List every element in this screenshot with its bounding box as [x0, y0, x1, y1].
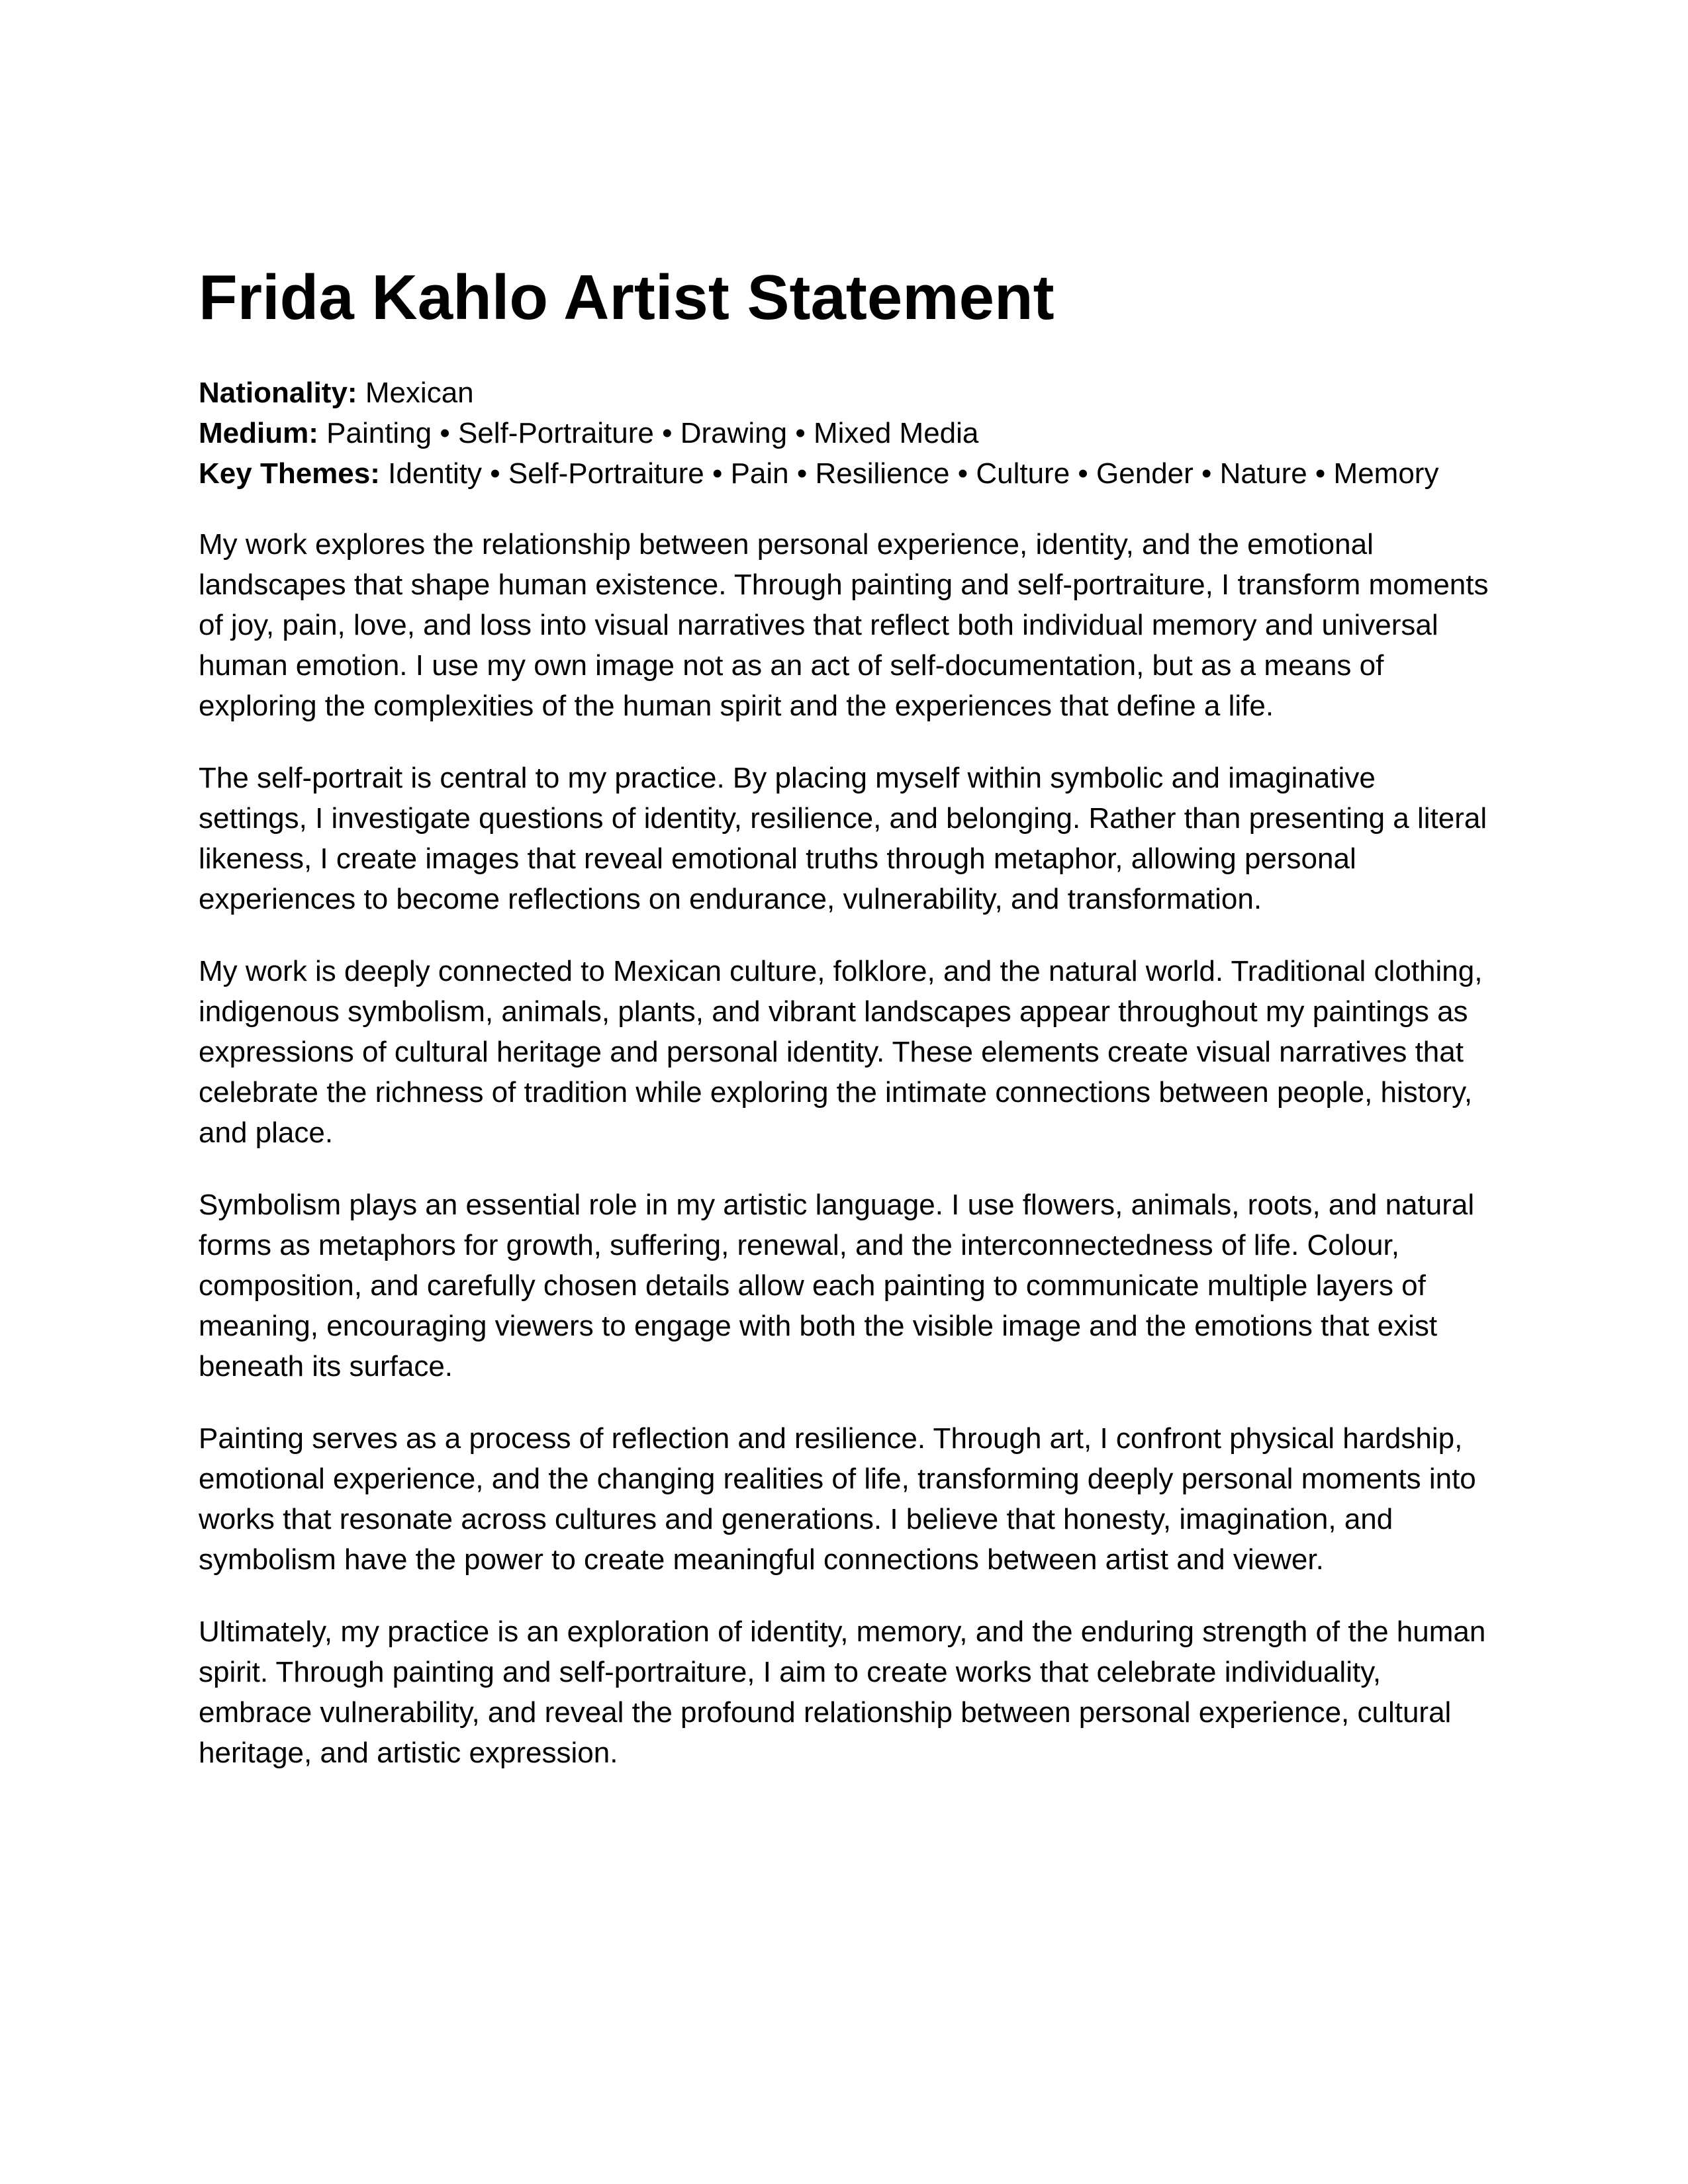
document-page — [199, 261, 1489, 1805]
paragraph-1: My work explores the relationship between personal experience, identity, and the emotional landscapes that shape human existence. Through painting and self-portraiture, I transform moments of joy, pain, love, and loss into visual narratives that reflect both individual memory and universal human emotion. I use my own image not as an act of self-documentation, but as a means of exploring the complexities of the human spirit and the experiences that define a life. — [199, 528, 1489, 722]
meta-value-nationality: Mexican — [365, 377, 474, 409]
paragraph-2: The self-portrait is central to my practice. By placing myself within symbolic and imaginative settings, I investigate questions of identity, resilience, and belonging. Rather than presenting a literal likeness, I create images that reveal emotional truths through metaphor, allowing personal experiences to become reflections on endurance, vulnerability, and transformation. — [199, 762, 1487, 915]
meta-key-themes — [199, 453, 1489, 494]
meta-key-key-themes: Key Themes: — [199, 457, 380, 490]
paragraph-6: Ultimately, my practice is an exploration of identity, memory, and the enduring strength of the human spirit. Through painting and self-portraiture, I aim to create works that celebrate individuality, embrace vulnerability, and reveal the profound relationship between personal experience, cultural heritage, and artistic expression. — [199, 1615, 1486, 1769]
artist-metadata — [199, 373, 1489, 494]
meta-key-medium: Medium: — [199, 417, 318, 449]
meta-value-key-themes: Identity • Self-Portraiture • Pain • Resilience • Culture • Gender • Nature • Memory — [388, 457, 1439, 490]
paragraph-5: Painting serves as a process of reflection and resilience. Through art, I confront physical hardship, emotional experience, and the changing realities of life, transforming deeply personal moments into works that resonate across cultures and generations. I believe that honesty, imagination, and symbolism have the power to create meaningful connections between artist and viewer. — [199, 1422, 1476, 1576]
meta-medium — [199, 413, 1489, 453]
meta-value-medium: Painting • Self-Portraiture • Drawing • Mixed Media — [326, 417, 979, 449]
document-title: Frida Kahlo Artist Statement — [199, 262, 1055, 333]
paragraph-4: Symbolism plays an essential role in my artistic language. I use flowers, animals, roots, and natural forms as metaphors for growth, suffering, renewal, and the interconnectedness of life. Colour, composition, and carefully chosen details allow each painting to communicate multiple layers of meaning, encouraging viewers to engage with both the visible image and the emotions that exist beneath its surface. — [199, 1189, 1475, 1383]
paragraph-3: My work is deeply connected to Mexican culture, folklore, and the natural world. Traditional clothing, indigenous symbolism, animals, plants, and vibrant landscapes appear throughout my paintings as expressions of cultural heritage and personal identity. These elements create visual narratives that celebrate the richness of tradition while exploring the intimate connections between people, history, and place. — [199, 955, 1483, 1149]
meta-key-nationality: Nationality: — [199, 377, 357, 409]
meta-nationality — [199, 373, 1489, 413]
